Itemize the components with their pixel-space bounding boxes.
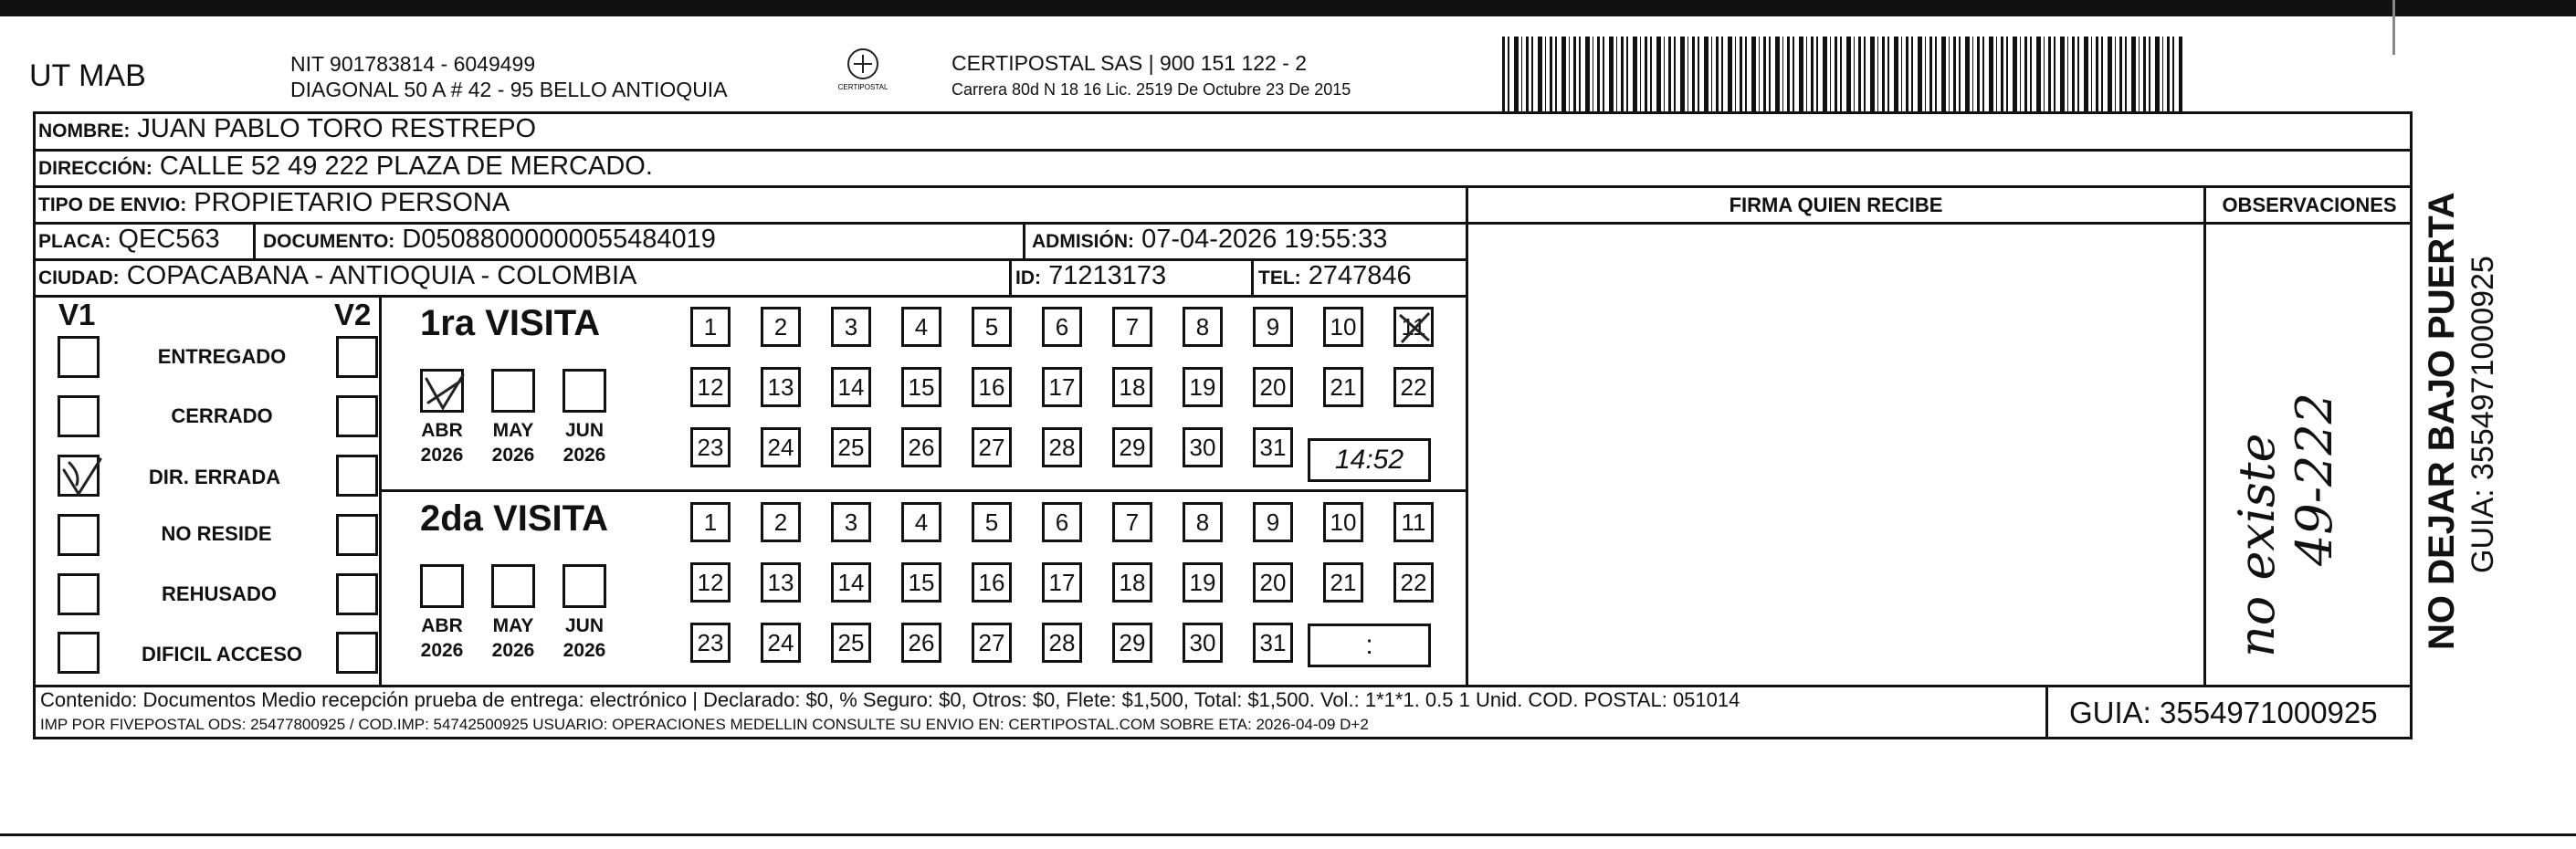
side-guia: GUIA: 3554971000925 bbox=[2466, 256, 2500, 573]
city-label: CIUDAD: bbox=[38, 267, 120, 288]
day-box[interactable]: 28 bbox=[1042, 623, 1082, 663]
v2-checkbox-entregado[interactable] bbox=[336, 336, 378, 378]
tel-value: 2747846 bbox=[1308, 261, 1412, 290]
cross-mark-icon bbox=[1396, 309, 1433, 346]
day-box[interactable]: 9 bbox=[1253, 307, 1293, 347]
divider bbox=[1009, 258, 1012, 295]
day-box[interactable]: 15 bbox=[901, 562, 941, 603]
first-visit-month-abr bbox=[410, 418, 474, 467]
day-box[interactable]: 21 bbox=[1323, 367, 1363, 407]
recipient-address: CALLE 52 49 222 PLAZA DE MERCADO. bbox=[159, 152, 653, 181]
v2-checkbox-dificil-acceso[interactable] bbox=[336, 632, 378, 674]
divider bbox=[1251, 258, 1254, 295]
day-box[interactable]: 9 bbox=[1253, 502, 1293, 542]
barcode bbox=[1502, 37, 2182, 111]
address-row bbox=[38, 152, 653, 182]
day-box[interactable]: 29 bbox=[1112, 427, 1152, 467]
month-year: 2026 bbox=[491, 445, 535, 466]
observations-header: OBSERVACIONES bbox=[2222, 194, 2397, 216]
day-box[interactable]: 24 bbox=[761, 427, 801, 467]
month-name: JUN bbox=[564, 615, 604, 636]
company-code: UT MAB bbox=[29, 58, 146, 93]
day-box[interactable]: 29 bbox=[1112, 623, 1152, 663]
admission-value: 07-04-2026 19:55:33 bbox=[1141, 225, 1388, 254]
day-box[interactable]: 26 bbox=[901, 623, 941, 663]
shipment-row bbox=[38, 188, 510, 218]
day-box[interactable]: 4 bbox=[901, 307, 941, 347]
v1-checkbox-cerrado[interactable] bbox=[58, 395, 100, 437]
day-box[interactable]: 18 bbox=[1112, 562, 1152, 603]
v1-checkbox-rehusado[interactable] bbox=[58, 573, 100, 615]
admission-field bbox=[1032, 225, 1387, 255]
second-visit-month-abr-checkbox[interactable] bbox=[420, 564, 464, 608]
first-visit-time[interactable]: 14:52 bbox=[1308, 438, 1431, 482]
city-field bbox=[38, 261, 636, 291]
issuer-info bbox=[290, 51, 728, 102]
shipment-label: TIPO DE ENVIO: bbox=[38, 194, 187, 215]
recipient-name: JUAN PABLO TORO RESTREPO bbox=[137, 114, 537, 143]
month-year: 2026 bbox=[420, 640, 464, 661]
divider bbox=[1466, 185, 1468, 686]
divider bbox=[253, 222, 256, 258]
day-box[interactable]: 2 bbox=[761, 502, 801, 542]
name-row bbox=[38, 114, 536, 144]
day-box[interactable]: 19 bbox=[1183, 367, 1223, 407]
day-box[interactable]: 18 bbox=[1112, 367, 1152, 407]
v1-checkbox-dir-errada[interactable] bbox=[58, 455, 100, 497]
day-box[interactable]: 23 bbox=[690, 427, 731, 467]
month-name: ABR bbox=[421, 420, 463, 441]
day-box[interactable]: 21 bbox=[1323, 562, 1363, 603]
second-visit-month-abr bbox=[410, 613, 474, 663]
day-box[interactable]: 5 bbox=[972, 502, 1012, 542]
day-box[interactable]: 8 bbox=[1183, 307, 1223, 347]
reason-cerrado: CERRADO bbox=[171, 404, 273, 427]
license-line: Carrera 80d N 18 16 Lic. 2519 De Octubre 23 De 2015 bbox=[952, 80, 1351, 99]
second-visit-month-jun bbox=[552, 613, 616, 663]
day-box[interactable]: 17 bbox=[1042, 562, 1082, 603]
divider bbox=[379, 295, 382, 685]
id-field bbox=[1015, 261, 1166, 291]
address-label: DIRECCIÓN: bbox=[38, 158, 152, 179]
month-year: 2026 bbox=[563, 445, 606, 466]
first-visit-title: 1ra VISITA bbox=[420, 303, 601, 343]
day-box[interactable]: 7 bbox=[1112, 307, 1152, 347]
first-visit-month-may-checkbox[interactable] bbox=[491, 369, 535, 413]
day-box[interactable]: 20 bbox=[1253, 367, 1293, 407]
day-box[interactable]: 31 bbox=[1253, 427, 1293, 467]
day-box[interactable]: 30 bbox=[1183, 427, 1223, 467]
day-box[interactable]: 12 bbox=[690, 367, 731, 407]
day-box[interactable]: 6 bbox=[1042, 307, 1082, 347]
day-box[interactable]: 17 bbox=[1042, 367, 1082, 407]
day-box[interactable]: 12 bbox=[690, 562, 731, 603]
v1-checkbox-no-reside[interactable] bbox=[58, 514, 100, 556]
v2-checkbox-rehusado[interactable] bbox=[336, 573, 378, 615]
day-box[interactable]: 22 bbox=[1393, 562, 1434, 603]
day-box[interactable]: 27 bbox=[972, 623, 1012, 663]
reason-no-reside: NO RESIDE bbox=[161, 522, 272, 545]
first-visit-month-may bbox=[481, 418, 545, 467]
top-border bbox=[0, 0, 2576, 16]
day-box[interactable]: 22 bbox=[1393, 367, 1434, 407]
id-value: 71213173 bbox=[1048, 261, 1167, 290]
divider bbox=[1466, 222, 2413, 225]
document-field bbox=[263, 225, 716, 255]
observation-line: no existe bbox=[2228, 433, 2286, 657]
nit-line: NIT 901783814 - 6049499 bbox=[290, 52, 536, 76]
day-box[interactable]: 14 bbox=[831, 367, 871, 407]
reason-dificil-acceso: DIFICIL ACCESO bbox=[141, 643, 302, 666]
month-year: 2026 bbox=[563, 640, 606, 661]
second-visit-title: 2da VISITA bbox=[420, 498, 608, 539]
day-box[interactable]: 7 bbox=[1112, 502, 1152, 542]
admission-label: ADMISIÓN: bbox=[1032, 231, 1134, 252]
signature-header: FIRMA QUIEN RECIBE bbox=[1729, 194, 1943, 216]
plate-label: PLACA: bbox=[38, 231, 111, 252]
day-box[interactable]: 4 bbox=[901, 502, 941, 542]
footer-guia: GUIA: 3554971000925 bbox=[2069, 696, 2378, 729]
logo-text: CERTIPOSTAL bbox=[837, 83, 888, 91]
issuer-address: DIAGONAL 50 A # 42 - 95 BELLO ANTIOQUIA bbox=[290, 78, 728, 101]
v2-checkbox-dir-errada[interactable] bbox=[336, 455, 378, 497]
day-box[interactable]: 13 bbox=[761, 562, 801, 603]
day-box[interactable]: 27 bbox=[972, 427, 1012, 467]
v1-label: V1 bbox=[58, 298, 96, 331]
checkmark-icon bbox=[423, 372, 467, 415]
no-dejar-bajo-puerta: NO DEJAR BAJO PUERTA bbox=[2422, 192, 2462, 650]
checkmark-icon bbox=[60, 457, 102, 499]
day-box[interactable]: 14 bbox=[831, 562, 871, 603]
day-box[interactable]: 10 bbox=[1323, 502, 1363, 542]
observations-handwriting bbox=[2228, 393, 2343, 657]
day-box[interactable]: 16 bbox=[972, 562, 1012, 603]
second-visit-month-may bbox=[481, 613, 545, 663]
first-visit-month-abr-checkbox[interactable] bbox=[420, 369, 464, 413]
day-box[interactable]: 26 bbox=[901, 427, 941, 467]
day-box[interactable]: 1 bbox=[690, 307, 731, 347]
day-box[interactable]: 10 bbox=[1323, 307, 1363, 347]
day-box[interactable]: 20 bbox=[1253, 562, 1293, 603]
reason-entregado: ENTREGADO bbox=[157, 345, 287, 368]
day-box[interactable]: 1 bbox=[690, 502, 731, 542]
day-box[interactable]: 24 bbox=[761, 623, 801, 663]
second-visit-month-may-checkbox[interactable] bbox=[491, 564, 535, 608]
day-box[interactable]: 2 bbox=[761, 307, 801, 347]
month-year: 2026 bbox=[420, 445, 464, 466]
month-year: 2026 bbox=[491, 640, 535, 661]
month-name: MAY bbox=[492, 420, 534, 441]
divider bbox=[379, 489, 1467, 492]
plate-field bbox=[38, 225, 220, 255]
reason-rehusado: REHUSADO bbox=[162, 582, 277, 605]
day-box[interactable]: 15 bbox=[901, 367, 941, 407]
document-label: DOCUMENTO: bbox=[263, 231, 395, 252]
day-box[interactable]: 11 bbox=[1393, 502, 1434, 542]
tel-label: TEL: bbox=[1258, 267, 1301, 288]
day-box[interactable]: 5 bbox=[972, 307, 1012, 347]
day-box[interactable]: 25 bbox=[831, 623, 871, 663]
divider bbox=[2045, 685, 2048, 739]
day-box[interactable]: 28 bbox=[1042, 427, 1082, 467]
day-box[interactable]: 11 bbox=[1393, 307, 1434, 347]
carrier-line: CERTIPOSTAL SAS | 900 151 122 - 2 bbox=[952, 51, 1308, 75]
tel-field bbox=[1258, 261, 1412, 291]
first-visit-month-jun-checkbox[interactable] bbox=[563, 369, 606, 413]
day-box[interactable]: 3 bbox=[831, 502, 871, 542]
month-name: MAY bbox=[492, 615, 534, 636]
day-box[interactable]: 8 bbox=[1183, 502, 1223, 542]
day-box[interactable]: 25 bbox=[831, 427, 871, 467]
reason-dir-errada: DIR. ERRADA bbox=[148, 466, 281, 488]
v1-checkbox-entregado[interactable] bbox=[58, 336, 100, 378]
day-box[interactable]: 30 bbox=[1183, 623, 1223, 663]
second-visit-time[interactable]: : bbox=[1308, 624, 1431, 667]
day-box[interactable]: 23 bbox=[690, 623, 731, 663]
first-visit-month-jun bbox=[552, 418, 616, 467]
name-label: NOMBRE: bbox=[38, 121, 131, 142]
v2-label: V2 bbox=[334, 298, 372, 331]
footer-content: Contenido: Documentos Medio recepción prueba de entrega: electrónico | Declarado: $0, % Seguro: $0, Otros: $0, Flete: $1,500, Total: $1,500. Vol.: 1*1*1. 0.5 1 Unid. COD. POSTAL: 051014 bbox=[40, 688, 1740, 711]
footer-printing-info: IMP POR FIVEPOSTAL ODS: 25477800925 / COD.IMP: 54742500925 USUARIO: OPERACIONES MEDELLIN CONSULTE SU ENVIO EN: CERTIPOSTAL.COM SOBRE ETA: 2026-04-09 D+2 bbox=[40, 716, 1369, 733]
v1-checkbox-dificil-acceso[interactable] bbox=[58, 632, 100, 674]
v2-checkbox-cerrado[interactable] bbox=[336, 395, 378, 437]
divider bbox=[33, 295, 1467, 298]
divider bbox=[2203, 185, 2206, 686]
day-box[interactable]: 31 bbox=[1253, 623, 1293, 663]
second-visit-month-jun-checkbox[interactable] bbox=[563, 564, 606, 608]
day-box[interactable]: 13 bbox=[761, 367, 801, 407]
certipostal-logo bbox=[826, 44, 899, 99]
month-name: ABR bbox=[421, 615, 463, 636]
day-box[interactable]: 19 bbox=[1183, 562, 1223, 603]
day-box[interactable]: 6 bbox=[1042, 502, 1082, 542]
divider bbox=[33, 685, 2413, 687]
observation-line: 49-222 bbox=[2286, 392, 2343, 566]
divider bbox=[1023, 222, 1025, 258]
shipment-type: PROPIETARIO PERSONA bbox=[194, 188, 510, 217]
city-value: COPACABANA - ANTIOQUIA - COLOMBIA bbox=[126, 261, 637, 290]
day-box[interactable]: 16 bbox=[972, 367, 1012, 407]
plate-value: QEC563 bbox=[118, 225, 220, 254]
bottom-border bbox=[0, 833, 2576, 836]
month-name: JUN bbox=[564, 420, 604, 441]
document-value: D05088000000055484019 bbox=[402, 225, 716, 254]
day-box[interactable]: 3 bbox=[831, 307, 871, 347]
v2-checkbox-no-reside[interactable] bbox=[336, 514, 378, 556]
id-label: ID: bbox=[1015, 267, 1041, 288]
edge-mark bbox=[2392, 0, 2395, 55]
